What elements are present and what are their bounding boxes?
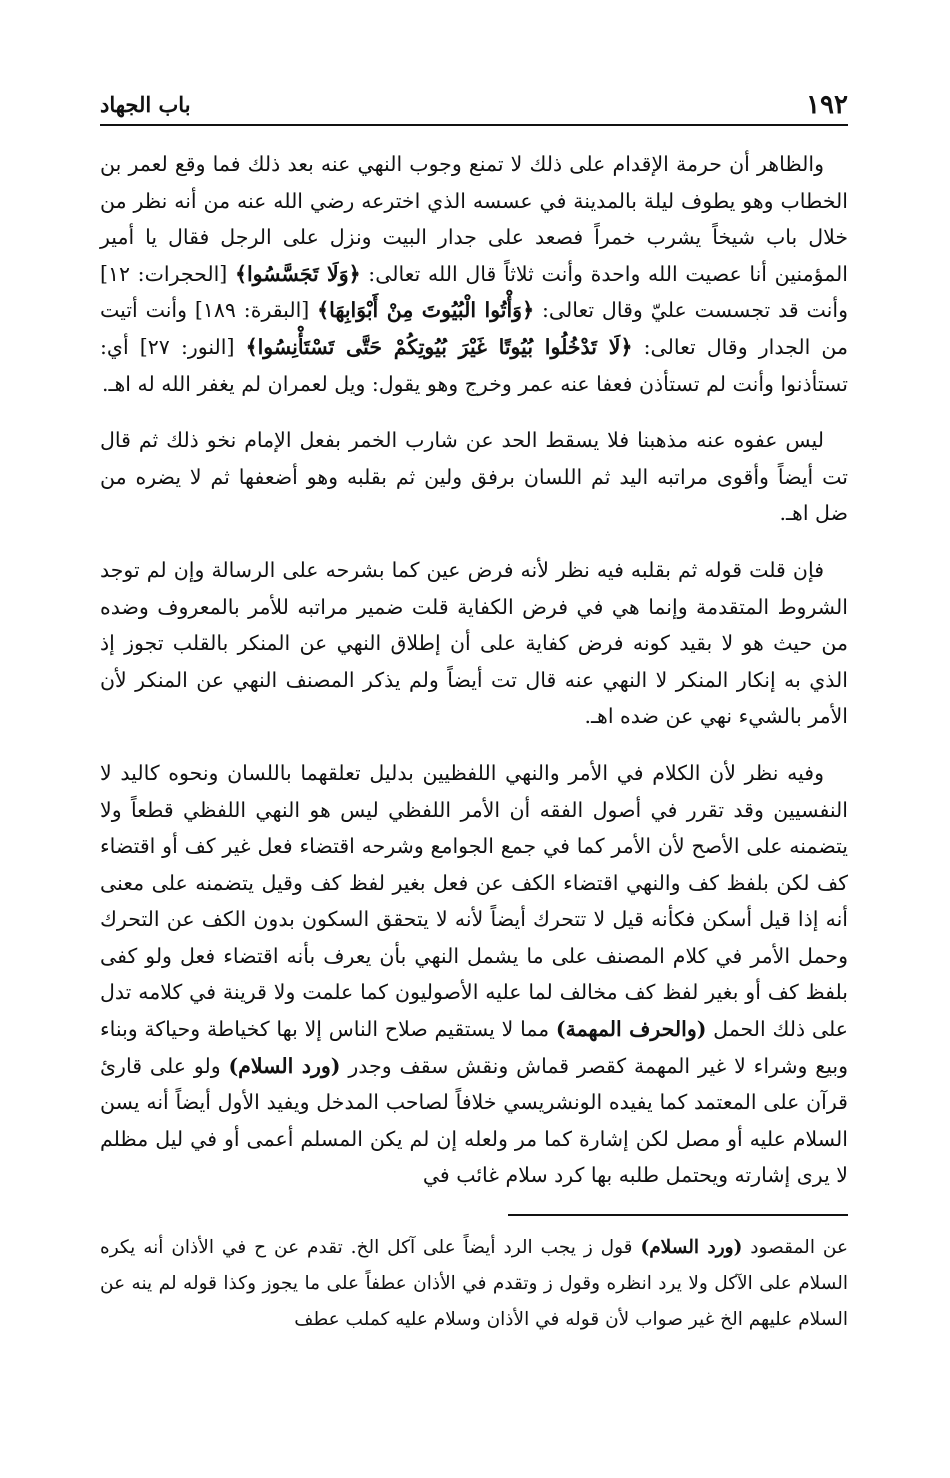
paragraph (100, 755, 848, 1194)
text-run: [البقرة: ١٨٩] وأنت أتيت من الجدار وقال تعالى: (100, 298, 848, 359)
text-run: [النور: ٢٧] أي: تستأذنوا وأنت لم تستأذن فعفا عنه عمر وخرج وهو يقول: ويل لعمران لم يغفر الله له اهـ. (100, 334, 848, 396)
book-page (100, 88, 848, 1338)
text-run: قول ز يجب الرد أيضاً على آكل الخ. تقدم عن ح في الأذان أنه يكره السلام على الآكل ولا يرد انظره وقول ز وتقدم في الأذان عطفاً على ما يجوز وكذا قوله لم ينه عن السلام عليهم الخ غير صواب لأن قوله في الأذان وسلام عليه كملب عطف (100, 1237, 848, 1331)
text-run: ليس عفوه عنه مذهبنا فلا يسقط الحد عن شارب الخمر بفعل الإمام نخو ذلك ثم قال تت أيضاً وأقوى مراتبه اليد ثم اللسان برفق ولين ثم بقلبه وهو أضعفها ثم لا يضره من ضل اهـ. (100, 428, 848, 526)
footnote-paragraph (100, 1230, 848, 1338)
bold-term: (والحرف المهمة) (555, 1017, 707, 1042)
quran-verse: ﴿لَا تَدْخُلُوا بُيُوتًا غَيْرَ بُيُوتِكُمْ حَتَّى تَسْتَأْنِسُوا﴾ (245, 334, 633, 359)
page-header (100, 88, 848, 126)
paragraph (100, 552, 848, 735)
quran-verse: ﴿وَأْتُوا الْبُيُوتَ مِنْ أَبْوَابِهَا﴾ (317, 298, 535, 323)
text-run: مما لا يستقيم صلاح الناس إلا بها كخياطة وحياكة وبناء وبيع وشراء لا غير المهمة كقصر قماش ونقش سقف وجدر (100, 1017, 848, 1078)
bold-term: (ورد السلام) (640, 1237, 743, 1259)
chapter-title: باب الجهاد (100, 88, 199, 122)
footnote-divider (508, 1214, 848, 1216)
quran-verse: ﴿وَلَا تَجَسَّسُوا﴾ (234, 261, 361, 286)
text-run: فإن قلت قوله ثم بقلبه فيه نظر لأنه فرض عين كما بشرحه على الرسالة وإن لم توجد الشروط المتقدمة وإنما هي في فرض الكفاية قلت ضمير مراتبه للأمر بالمعروف وضده من حيث هو لا بقيد كونه فرض كفاية على أن إطلاق النهي عن المنكر بالقلب تجوز إذ الذي به إنكار المنكر لا النهي عنه قال تت أيضاً ولم يذكر المصنف النهي عن المنكر لأن الأمر بالشيء نهي عن ضده اهـ. (100, 557, 848, 729)
paragraph (100, 422, 848, 532)
main-text (100, 146, 848, 1194)
text-run: وفيه نظر لأن الكلام في الأمر والنهي اللفظيين بدليل تعلقهما باللسان ونحوه كاليد لا النفسيين وقد تقرر في أصول الفقه أن الأمر اللفظي ليس هو النهي اللفظي قطعاً ولا يتضمنه على الأصح لأن الأمر كما في جمع الجوامع وشرحه اقتضاء فعل غير كف أو اقتضاء كف لكن بلفظ كف والنهي اقتضاء الكف عن فعل بغير لفظ كف وقيل يتضمنه على معنى أنه إذا قيل أسكن فكأنه قيل لا تتحرك أيضاً لأنه لا يتحقق السكون بدون الكف عن التحرك وحمل الأمر في كلام المصنف على ما يشمل النهي بأن يعرف بأنه اقتضاء فعل ولو كفى بلفظ كف أو بغير لفظ كف مخالف لما عليه الأصوليون كما علمت ولا قرينة في كلامه تدل على ذلك الحمل (100, 760, 848, 1042)
text-run: والظاهر أن حرمة الإقدام على ذلك لا تمنع وجوب النهي عنه بعد ذلك فما وقع لعمر بن الخطاب وهو يطوف ليلة بالمدينة في عسسه الذي اخترعه رضي الله عنه من أنه نظر من خلال باب شيخاً يشرب خمراً فصعد على جدار البيت ونزل على الرجل فقال يا أمير المؤمنين أنا عصيت الله واحدة وأنت ثلاثاً قال الله تعالى: (100, 152, 848, 286)
page-number: ١٩٢ (806, 90, 848, 120)
bold-term: (ورد السلام) (228, 1053, 341, 1078)
footnote (100, 1230, 848, 1338)
text-run: عن المقصود (742, 1237, 849, 1259)
paragraph (100, 146, 848, 402)
text-run: ولو على قارئ قرآن على المعتمد كما يفيده الونشريسي خلافاً لصاحب المدخل ويفيد الأول أيضاً أنه يسن السلام عليه أو مصل لكن إشارة كما مر ولعله إن لم يكن المسلم أعمى أو في ليل مظلم لا يرى إشارته ويحتمل طلبه بها كرد سلام غائب في (100, 1053, 848, 1188)
text-run: [الحجرات: ١٢] وأنت قد تجسست عليّ وقال تعالى: (100, 261, 848, 323)
